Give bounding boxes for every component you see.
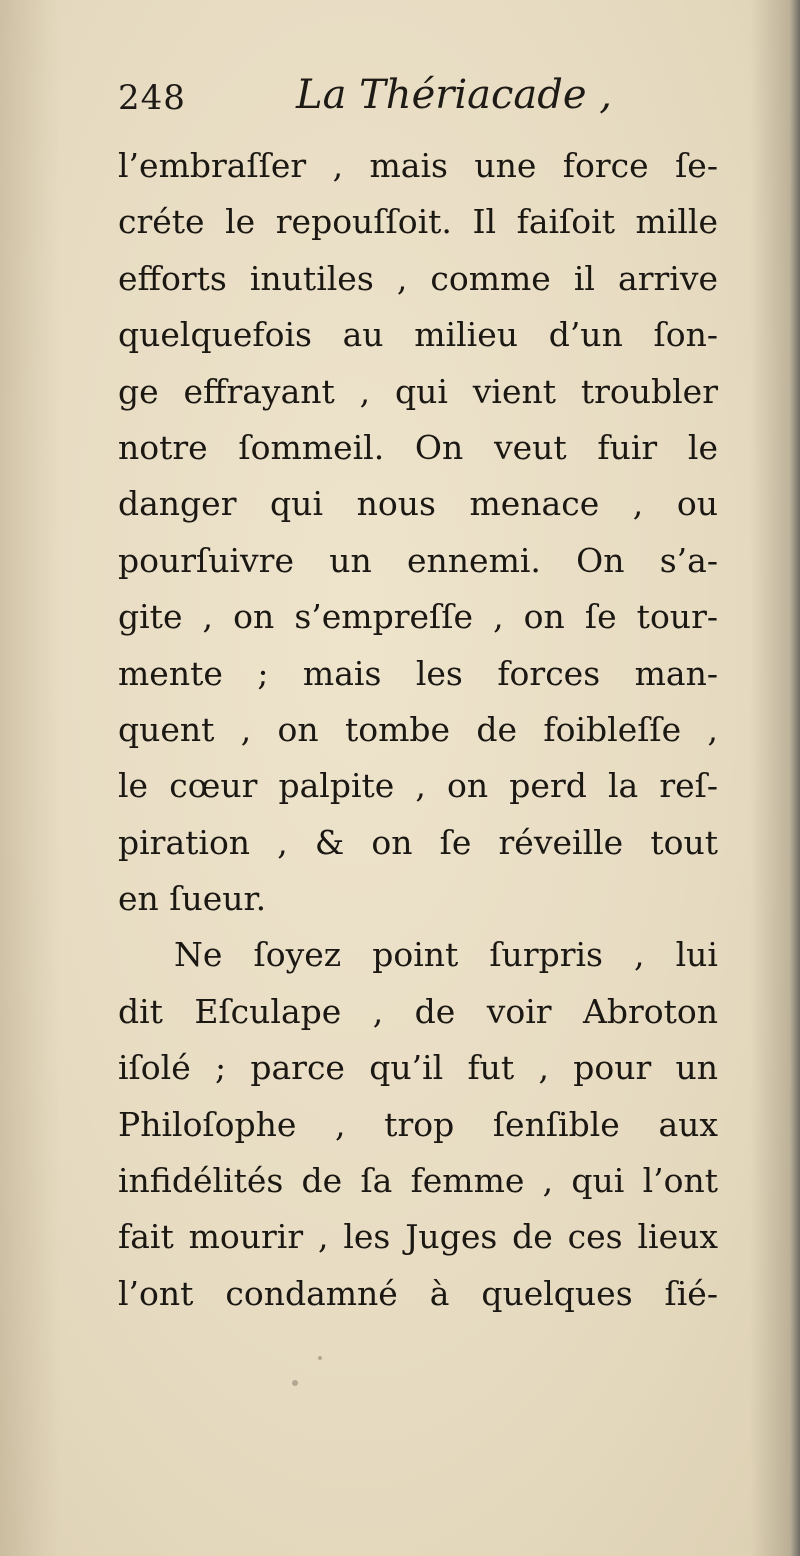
text-line: gite , on s’empreſſe , on ſe tour- bbox=[118, 597, 718, 637]
text-line: quelquefois au milieu d’un ſon- bbox=[118, 315, 718, 355]
paper-speck bbox=[292, 1380, 298, 1386]
paragraph-2 bbox=[118, 927, 718, 1322]
page-number: 248 bbox=[118, 78, 186, 118]
text-line: notre ſommeil. On veut fuir le bbox=[118, 427, 718, 467]
text-line: infidélités de ſa femme , qui l’ont bbox=[118, 1161, 718, 1201]
running-title: La Thériacade , bbox=[296, 72, 612, 118]
text-line: l’embraſſer , mais une force ſe- bbox=[118, 146, 718, 185]
text-line: piration , & on ſe réveille tout bbox=[118, 822, 718, 862]
text-line: pourſuivre un ennemi. On s’a- bbox=[118, 540, 718, 580]
body-text bbox=[118, 138, 718, 1322]
binding-shadow bbox=[0, 0, 60, 1556]
page-edge-shadow bbox=[750, 0, 790, 1556]
text-line: efforts inutiles , comme il arrive bbox=[118, 258, 718, 298]
paper-speck bbox=[318, 1356, 322, 1360]
text-line: en ſueur. bbox=[118, 879, 267, 919]
text-line: fait mourir , les Juges de ces lieux bbox=[118, 1217, 718, 1257]
text-line: mente ; mais les forces man- bbox=[118, 653, 718, 693]
text-line: danger qui nous menace , ou bbox=[118, 484, 718, 524]
text-line: dit Eſculape , de voir Abroton bbox=[118, 991, 718, 1031]
text-line: Ne ſoyez point ſurpris , lui bbox=[174, 935, 718, 975]
text-line: Philoſophe , trop ſenſible aux bbox=[118, 1104, 718, 1144]
page-header bbox=[118, 72, 718, 132]
text-line: le cœur palpite , on perd la reſ- bbox=[118, 766, 718, 806]
text-line: l’ont condamné à quelques ſié- bbox=[118, 1273, 718, 1313]
text-line: créte le repouſſoit. Il faiſoit mille bbox=[118, 202, 718, 242]
text-line: quent , on tombe de foibleſſe , bbox=[118, 709, 718, 749]
adjacent-page-edge bbox=[790, 0, 800, 1556]
text-line: ge effrayant , qui vient troubler bbox=[118, 371, 718, 411]
text-line: iſolé ; parce qu’il fut , pour un bbox=[118, 1048, 718, 1088]
paragraph-1 bbox=[118, 138, 718, 927]
